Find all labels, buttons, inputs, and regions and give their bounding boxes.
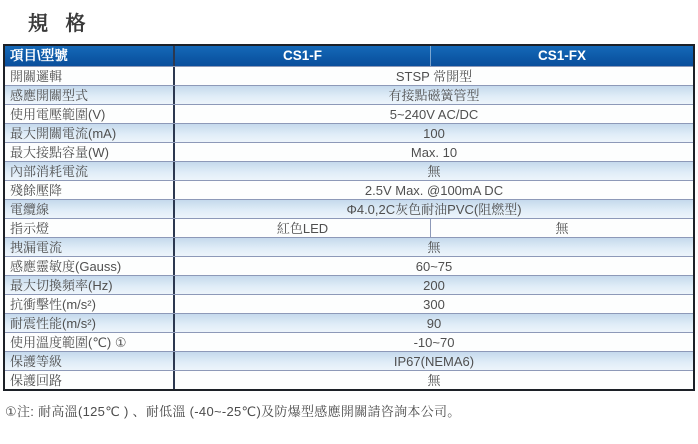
table-row [5, 85, 693, 104]
row-value: Φ4.0,2C灰色耐油PVC(阻燃型) [346, 201, 522, 217]
spec-table [3, 44, 695, 391]
row-label: 拽漏電流 [5, 238, 175, 256]
row-value: 60~75 [415, 258, 453, 274]
table-row [5, 104, 693, 123]
table-row [5, 256, 693, 275]
row-label: 保護回路 [5, 371, 175, 389]
row-value-cs1-fx: 無 [555, 220, 569, 236]
row-label: 使用溫度範圍(℃) ① [5, 333, 175, 351]
row-label: 最大開關電流(mA) [5, 124, 175, 142]
table-row [5, 370, 693, 389]
row-value-cs1-f: 紅色LED [175, 219, 431, 237]
table-row-indicator-light [5, 218, 693, 237]
row-value: IP67(NEMA6) [393, 353, 475, 369]
row-label: 感應開關型式 [5, 86, 175, 104]
header-model-cs1-f: CS1-F [175, 46, 431, 66]
table-row [5, 66, 693, 85]
footnote: ①注: 耐高溫(125℃ ) 、耐低溫 (-40~-25℃)及防爆型感應開關請咨詢本公司。 [5, 404, 461, 419]
row-label: 指示燈 [5, 219, 175, 237]
row-value: 90 [426, 315, 442, 331]
row-value: 100 [423, 125, 445, 141]
row-label: 最大切換頻率(Hz) [5, 276, 175, 294]
row-label: 使用電壓範圍(V) [5, 105, 175, 123]
header-model-cs1-fx: CS1-FX [537, 48, 586, 64]
row-label: 感應靈敏度(Gauss) [5, 257, 175, 275]
row-label: 內部消耗電流 [5, 162, 175, 180]
row-label: 抗衝擊性(m/s²) [5, 295, 175, 313]
row-label: 電纜線 [5, 200, 175, 218]
table-row [5, 294, 693, 313]
header-item-model: 項目\型號 [5, 46, 175, 66]
row-label: 最大接點容量(W) [5, 143, 175, 161]
table-row [5, 161, 693, 180]
row-label: 開關邏輯 [5, 67, 175, 85]
row-label: 耐震性能(m/s²) [5, 314, 175, 332]
row-label: 殘餘壓降 [5, 181, 175, 199]
row-value: 無 [427, 372, 441, 388]
table-row [5, 142, 693, 161]
table-row [5, 351, 693, 370]
page-title: 規 格 [28, 13, 88, 35]
row-value: Max. 10 [410, 144, 458, 160]
table-header-row [5, 46, 693, 66]
table-row [5, 237, 693, 256]
table-row [5, 180, 693, 199]
row-value: 5~240V AC/DC [389, 106, 479, 122]
row-value: 300 [423, 296, 445, 312]
table-row [5, 332, 693, 351]
table-row [5, 275, 693, 294]
row-value: -10~70 [413, 334, 455, 350]
row-value: 無 [427, 239, 441, 255]
row-value: 無 [427, 163, 441, 179]
table-row [5, 123, 693, 142]
row-value: 200 [423, 277, 445, 293]
table-row [5, 199, 693, 218]
row-label: 保護等級 [5, 352, 175, 370]
row-value: 有接點磁簧管型 [388, 87, 480, 103]
row-value: STSP 常開型 [395, 68, 473, 84]
table-row [5, 313, 693, 332]
row-value: 2.5V Max. @100mA DC [364, 182, 504, 198]
